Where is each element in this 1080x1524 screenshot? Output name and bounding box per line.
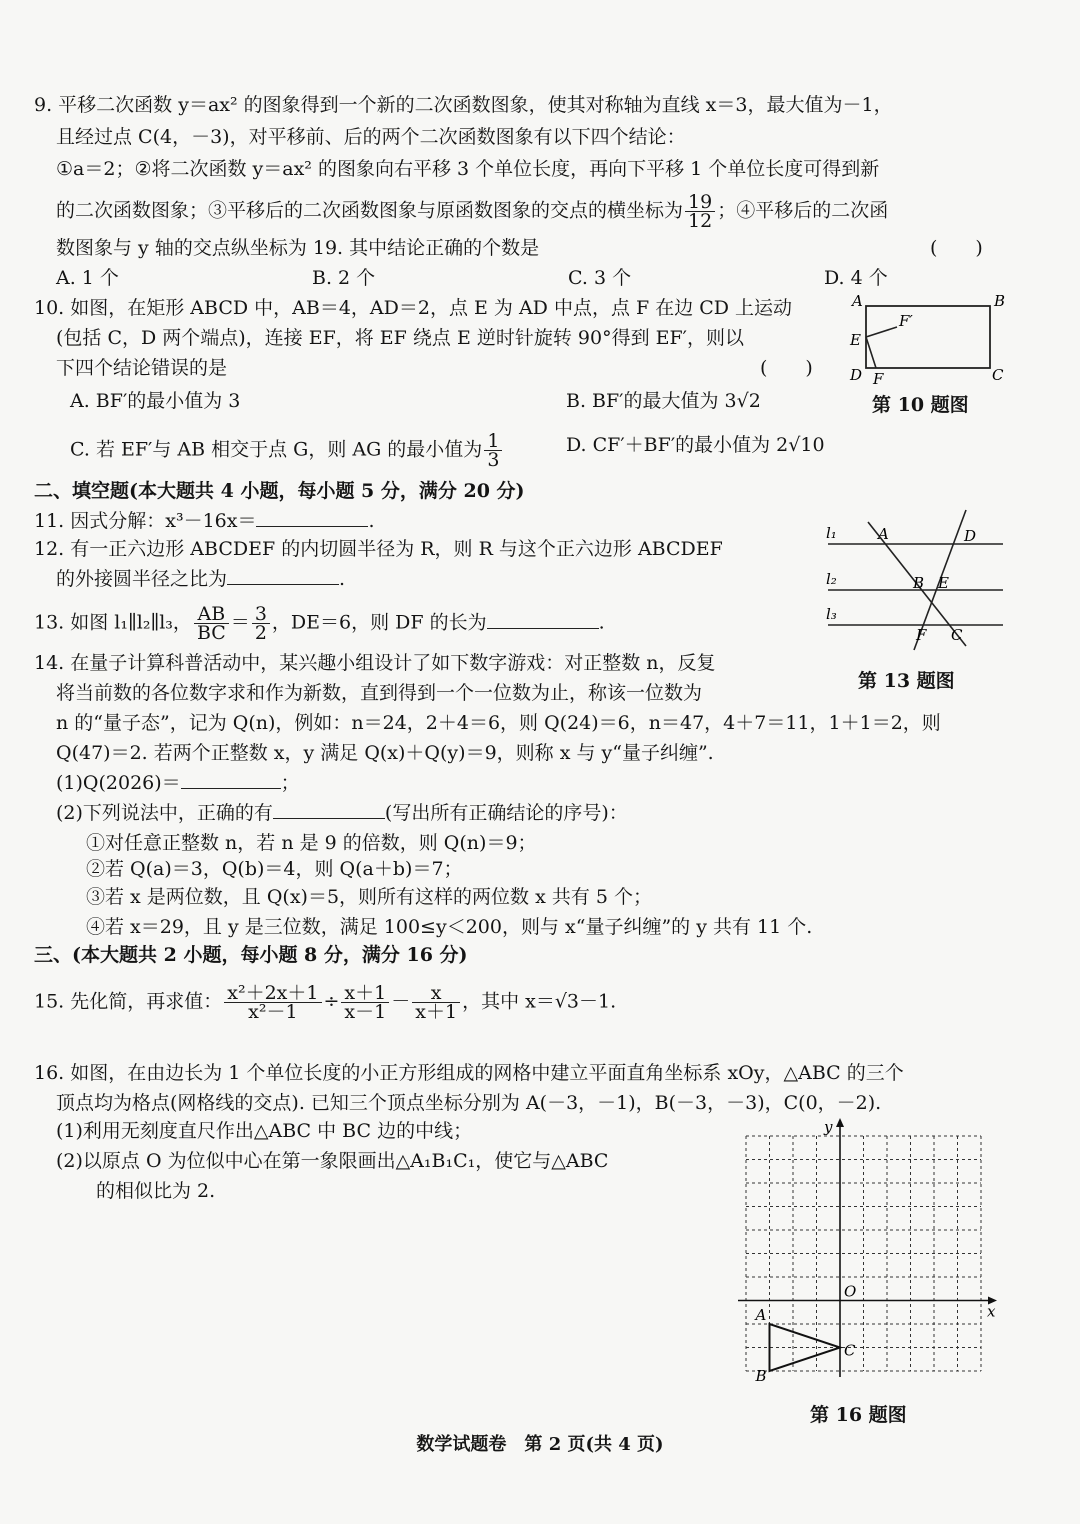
q10-fraction	[484, 432, 502, 469]
q14-part1	[56, 770, 300, 796]
q9-option-b: B. 2 个	[312, 267, 376, 289]
q10-line2: (包括 C，D 两个端点)，连接 EF，将 EF 绕点 E 逆时针旋转 90°得到 EF′，则以	[56, 327, 744, 349]
q10-option-c-text: C. 若 EF′与 AB 相交于点 G，则 AG 的最小值为	[70, 438, 483, 461]
q9-frac-den: 12	[688, 210, 713, 232]
section-3-heading: 三、(本大题共 2 小题，每小题 8 分，满分 16 分)	[34, 944, 468, 966]
q15-f3-den: x＋1	[415, 1001, 458, 1023]
q9-line3: ①a＝2；②将二次函数 y＝ax² 的图象向右平移 3 个单位长度，再向下平移 1 个单位长度可得到新	[56, 158, 880, 180]
segment-ef-prime	[866, 327, 897, 337]
q12-line2	[56, 566, 345, 592]
y-axis-arrow	[836, 1118, 844, 1127]
q10-option-d: D. CF′＋BF′的最小值为 2√10	[566, 434, 825, 456]
q13-frac2-den: 2	[254, 622, 267, 644]
label-d: D	[964, 527, 977, 545]
figure-10-caption: 第 10 题图	[872, 394, 969, 416]
q10-frac-num: 1	[484, 432, 502, 451]
q9-line4	[56, 193, 888, 230]
q13-eq: ＝	[230, 611, 250, 634]
q15-text-a: 15. 先化简，再求值：	[34, 990, 223, 1013]
q9-option-d: D. 4 个	[824, 267, 888, 289]
q15-fraction-2	[341, 984, 389, 1021]
label-l3: l₃	[826, 605, 837, 623]
q16-part2-line2: 的相似比为 2.	[96, 1180, 216, 1202]
q10-line1: 10. 如图，在矩形 ABCD 中，AB＝4，AD＝2，点 E 为 AD 中点，点 F 在边 CD 上运动	[34, 297, 793, 319]
q9-frac-num: 19	[685, 193, 715, 212]
q16-line2: 顶点均为格点(网格线的交点). 已知三个顶点坐标分别为 A(－3，－1)，B(－3，－3)，C(0，－2).	[56, 1092, 882, 1114]
q9-option-a: A. 1 个	[56, 267, 119, 289]
q16-part1: (1)利用无刻度直尺作出△ABC 中 BC 边的中线；	[56, 1120, 473, 1142]
label-f-prime: F′	[899, 312, 913, 330]
q12-line2-text: 的外接圆半径之比为	[56, 568, 228, 590]
q13-frac-num: AB	[194, 605, 229, 624]
q13-end: .	[598, 611, 605, 634]
q14-part2-end: (写出所有正确结论的序号)：	[384, 802, 628, 824]
q14-statement-4: ④若 x＝29，且 y 是三位数，满足 100≤y＜200，则与 x“量子纠缠”的 y 共有 11 个.	[86, 916, 813, 938]
q15-text-b: ，其中 x＝√3－1.	[462, 990, 617, 1013]
q14-statement-2: ②若 Q(a)＝3，Q(b)＝4，则 Q(a＋b)＝7；	[86, 858, 463, 880]
q13-answer-blank[interactable]	[487, 610, 599, 629]
q9-line2: 且经过点 C(4，－3)，对平移前、后的两个二次函数图象有以下四个结论：	[56, 126, 686, 148]
label-y: y	[824, 1118, 833, 1136]
q10-answer-paren: ( )	[760, 357, 813, 379]
q15	[34, 984, 616, 1021]
triangle-abc	[770, 1324, 841, 1371]
q12-line1: 12. 有一正六边形 ABCDEF 的内切圆半径为 R，则 R 与这个正六边形 ABCDEF	[34, 538, 723, 560]
label-l2: l₂	[826, 570, 837, 588]
q14-part1-blank[interactable]	[181, 770, 281, 789]
label-f: F	[916, 626, 927, 644]
q15-f2-den: x－1	[344, 1001, 387, 1023]
label-a: A	[852, 292, 863, 310]
q13-text-b: ，DE＝6，则 DF 的长为	[271, 611, 487, 634]
figure-13	[818, 508, 1008, 658]
q14-line3: n 的“量子态”，记为 Q(n)，例如：n＝24，2＋4＝6，则 Q(24)＝6，n＝47，4＋7＝11，1＋1＝2，则	[56, 712, 941, 734]
figure-16	[730, 1118, 1010, 1388]
q9-fraction	[685, 193, 715, 230]
q13-frac2-num: 3	[252, 605, 270, 624]
q9-line5: 数图象与 y 轴的交点纵坐标为 19. 其中结论正确的个数是	[56, 237, 540, 259]
label-x: x	[987, 1302, 996, 1321]
q16-part2-line1: (2)以原点 O 为位似中心在第一象限画出△A₁B₁C₁，使它与△ABC	[56, 1150, 609, 1172]
page-footer: 数学试题卷 第 2 页(共 4 页)	[416, 1434, 664, 1455]
q15-f3-num: x	[412, 984, 460, 1003]
q15-div: ÷	[323, 990, 340, 1013]
q12-answer-blank[interactable]	[227, 566, 339, 585]
label-a: A	[755, 1306, 767, 1324]
q13	[34, 605, 605, 642]
figure-13-caption: 第 13 题图	[858, 670, 955, 692]
q14-line1: 14. 在量子计算科普活动中，某兴趣小组设计了如下数字游戏：对正整数 n，反复	[34, 652, 716, 674]
q14-part2-blank[interactable]	[273, 800, 385, 819]
q14-line4: Q(47)＝2. 若两个正整数 x，y 满足 Q(x)＋Q(y)＝9，则称 x 与 y“量子纠缠”.	[56, 742, 714, 764]
q15-fraction-1	[224, 984, 321, 1021]
label-b: B	[994, 292, 1006, 310]
q11-answer-blank[interactable]	[256, 508, 368, 527]
label-b: B	[755, 1367, 767, 1385]
q13-frac-den: BC	[196, 622, 226, 644]
q14-statement-1: ①对任意正整数 n，若 n 是 9 的倍数，则 Q(n)＝9；	[86, 832, 537, 854]
label-e: E	[938, 574, 949, 592]
q14-part2	[56, 800, 628, 826]
q13-text-a: 13. 如图 l₁∥l₂∥l₃，	[34, 611, 192, 634]
label-c: C	[951, 626, 963, 644]
segment-ef	[866, 337, 876, 368]
q15-f1-den: x²－1	[248, 1001, 298, 1023]
q13-fraction-3-2	[252, 605, 270, 642]
q11	[34, 508, 375, 534]
q13-fraction-ab-bc	[194, 605, 229, 642]
q10-frac-den: 3	[487, 449, 500, 471]
q15-f1-num: x²＋2x＋1	[224, 984, 321, 1003]
label-f: F	[873, 370, 884, 388]
label-b: B	[913, 574, 925, 592]
q9-line4a: 的二次函数图象；③平移后的二次函数图象与原函数图象的交点的横坐标为	[56, 199, 684, 222]
q14-part1-end: ；	[280, 772, 300, 794]
q15-fraction-3	[412, 984, 460, 1021]
q14-statement-3: ③若 x 是两位数，且 Q(x)＝5，则所有这样的两位数 x 共有 5 个；	[86, 886, 653, 908]
q9-line1: 9. 平移二次函数 y＝ax² 的图象得到一个新的二次函数图象，使其对称轴为直线 x＝3，最大值为－1，	[34, 94, 893, 116]
label-c: C	[992, 366, 1004, 384]
q12-end: .	[339, 568, 346, 590]
q9-line4b: ；④平移后的二次函	[717, 199, 889, 222]
coordinate-grid	[730, 1118, 1010, 1388]
q9-option-c: C. 3 个	[568, 267, 632, 289]
figure-16-caption: 第 16 题图	[810, 1404, 907, 1426]
q11-text: 11. 因式分解：x³－16x＝	[34, 510, 257, 532]
q15-f2-num: x＋1	[341, 984, 389, 1003]
rectangle-abcd	[866, 306, 990, 368]
q10-option-c	[70, 432, 504, 469]
label-l1: l₁	[826, 524, 837, 542]
section-2-heading: 二、填空题(本大题共 4 小题，每小题 5 分，满分 20 分)	[34, 480, 525, 502]
label-o: O	[844, 1282, 857, 1301]
q10-option-b: B. BF′的最大值为 3√2	[566, 390, 761, 412]
q10-line3: 下四个结论错误的是	[56, 357, 228, 379]
q14-part1-text: (1)Q(2026)＝	[56, 772, 181, 794]
q14-line2: 将当前数的各位数字求和作为新数，直到得到一个一位数为止，称该一位数为	[56, 682, 703, 704]
q16-line1: 16. 如图，在由边长为 1 个单位长度的小正方形组成的网格中建立平面直角坐标系 xOy，△ABC 的三个	[34, 1062, 904, 1084]
label-e: E	[850, 331, 861, 349]
q9-answer-paren: ( )	[930, 237, 983, 259]
label-c: C	[844, 1341, 856, 1360]
figure-10	[846, 290, 1016, 390]
q10-option-a: A. BF′的最小值为 3	[70, 390, 241, 412]
q11-end: .	[368, 510, 375, 532]
label-a: A	[878, 525, 889, 543]
label-d: D	[850, 366, 863, 384]
q14-part2-text: (2)下列说法中，正确的有	[56, 802, 273, 824]
q15-minus: －	[391, 990, 411, 1013]
